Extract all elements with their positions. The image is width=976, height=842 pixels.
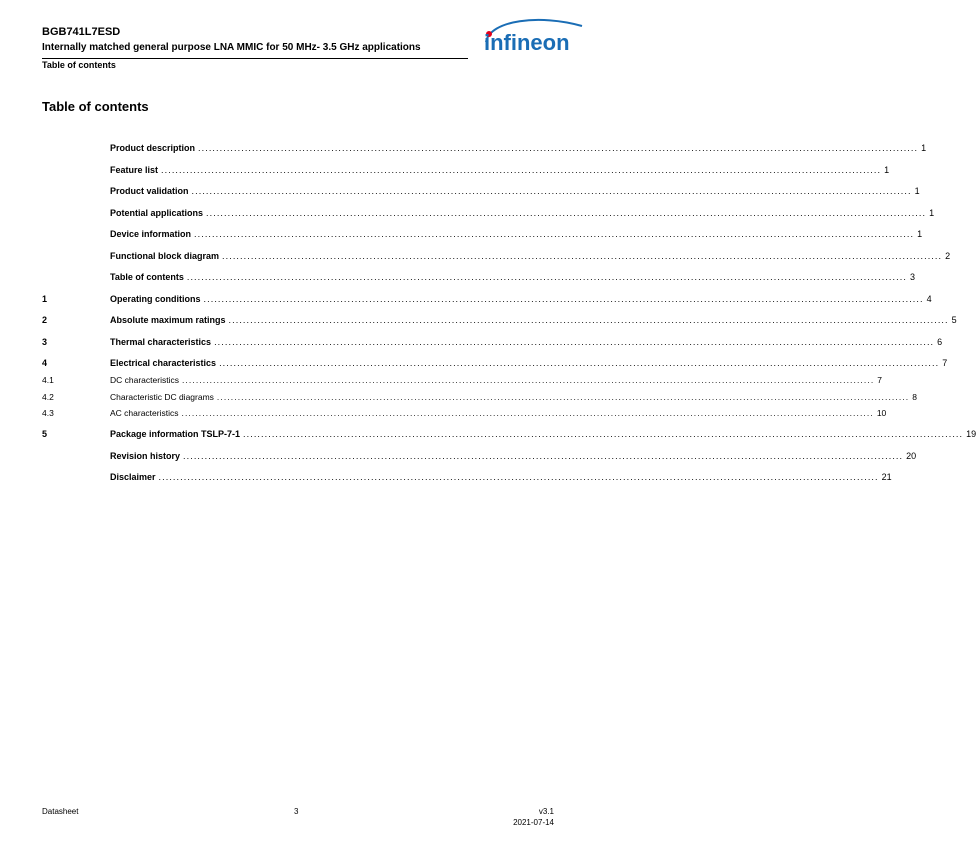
toc-entry-title[interactable]: Package information TSLP-7-1 <box>110 429 241 439</box>
toc-entry-page[interactable]: 7 <box>942 358 948 368</box>
toc-entry-number: 2 <box>42 315 48 325</box>
toc-entry-page[interactable]: 6 <box>937 337 943 347</box>
toc-entry-number: 4.3 <box>42 408 54 418</box>
toc-leader-dots: ........................................................................................................................................................................................................ <box>243 429 964 439</box>
toc-entry-page[interactable]: 7 <box>877 375 883 385</box>
toc-entry[interactable] <box>0 356 948 370</box>
toc-entry-title[interactable]: DC characteristics <box>110 375 179 385</box>
toc-entry[interactable] <box>0 390 917 404</box>
toc-entry-page[interactable]: 4 <box>926 294 932 304</box>
header-section-title: Table of contents <box>42 60 116 70</box>
toc-leader-dots: ........................................................................................................................................................................................................ <box>191 186 912 196</box>
toc-entry-page[interactable]: 1 <box>921 143 927 153</box>
toc-entry-page[interactable]: 19 <box>966 429 976 439</box>
toc-entry-page[interactable]: 1 <box>884 165 890 175</box>
toc-leader-dots: ........................................................................................................................................................................................................ <box>198 143 919 153</box>
toc-entry-page[interactable]: 1 <box>917 229 923 239</box>
toc-entry[interactable] <box>0 249 951 263</box>
footer-version: v3.1 <box>538 807 554 816</box>
toc-leader-dots: ........................................................................................................................................................................................................ <box>222 251 943 261</box>
toc-leader-dots: ........................................................................................................................................................................................................ <box>216 392 910 402</box>
toc-leader-dots: ........................................................................................................................................................................................................ <box>158 472 879 482</box>
toc-entry[interactable] <box>0 470 892 484</box>
toc-entry-page[interactable]: 8 <box>912 392 917 402</box>
toc-entry[interactable] <box>0 270 915 284</box>
infineon-logo <box>480 12 586 60</box>
toc-entry-number: 3 <box>42 337 48 347</box>
toc-entry-title[interactable]: AC characteristics <box>110 408 179 418</box>
toc-entry[interactable] <box>0 427 976 441</box>
toc-entry-title[interactable]: Characteristic DC diagrams <box>110 392 214 402</box>
toc-entry-title[interactable]: Device information <box>110 229 192 239</box>
product-name: BGB741L7ESD <box>42 26 121 38</box>
toc-entry[interactable] <box>0 335 943 349</box>
toc-entry-number: 4.2 <box>42 392 54 402</box>
toc-leader-dots: ........................................................................................................................................................................................................ <box>203 294 924 304</box>
toc-leader-dots: ........................................................................................................................................................................................................ <box>181 408 874 418</box>
footer-date: 2021-07-14 <box>513 818 554 827</box>
toc-entry-title[interactable]: Revision history <box>110 451 181 461</box>
toc-entry-page[interactable]: 5 <box>951 315 957 325</box>
toc-entry-number: 4 <box>42 358 48 368</box>
toc-leader-dots: ........................................................................................................................................................................................................ <box>183 451 904 461</box>
footer-version-block <box>513 806 554 828</box>
footer-doc-type: Datasheet <box>42 807 79 816</box>
toc-entry-number: 1 <box>42 294 48 304</box>
page-header <box>42 26 468 71</box>
toc-entry[interactable] <box>0 406 887 420</box>
toc-entry[interactable] <box>0 449 917 463</box>
toc-entry-title[interactable]: Functional block diagram <box>110 251 220 261</box>
toc-entry[interactable] <box>0 227 923 241</box>
toc-leader-dots: ........................................................................................................................................................................................................ <box>219 358 940 368</box>
toc-leader-dots: ........................................................................................................................................................................................................ <box>186 272 907 282</box>
toc-entry-number: 4.1 <box>42 375 54 385</box>
toc-entry[interactable] <box>0 163 890 177</box>
toc-entry-title[interactable]: Electrical characteristics <box>110 358 217 368</box>
toc-leader-dots: ........................................................................................................................................................................................................ <box>161 165 882 175</box>
toc-heading: Table of contents <box>42 99 149 114</box>
toc-entry-page[interactable]: 21 <box>881 472 892 482</box>
toc-entry[interactable] <box>0 141 927 155</box>
toc-entry-title[interactable]: Product description <box>110 143 196 153</box>
toc-entry-page[interactable]: 1 <box>929 208 935 218</box>
toc-entry-title[interactable]: Table of contents <box>110 272 184 282</box>
toc-entry-title[interactable]: Feature list <box>110 165 159 175</box>
toc-leader-dots: ........................................................................................................................................................................................................ <box>181 375 875 385</box>
toc-entry[interactable] <box>0 206 935 220</box>
toc-entry-page[interactable]: 20 <box>906 451 917 461</box>
toc-entry-page[interactable]: 1 <box>914 186 920 196</box>
toc-entry-title[interactable]: Disclaimer <box>110 472 156 482</box>
toc-entry-title[interactable]: Absolute maximum ratings <box>110 315 226 325</box>
toc-leader-dots: ........................................................................................................................................................................................................ <box>228 315 949 325</box>
toc-entry[interactable] <box>0 373 883 387</box>
toc-leader-dots: ........................................................................................................................................................................................................ <box>194 229 915 239</box>
toc-leader-dots: ........................................................................................................................................................................................................ <box>214 337 935 347</box>
toc-entry[interactable] <box>0 292 932 306</box>
logo-wordmark: infineon <box>484 30 570 55</box>
toc-entry-title[interactable]: Thermal characteristics <box>110 337 212 347</box>
product-subtitle: Internally matched general purpose LNA MMIC for 50 MHz- 3.5 GHz applications <box>42 42 421 53</box>
toc-entry-page[interactable]: 10 <box>876 408 887 418</box>
header-divider <box>42 58 468 59</box>
toc-entry[interactable] <box>0 313 957 327</box>
toc-entry-title[interactable]: Potential applications <box>110 208 204 218</box>
toc-entry-page[interactable]: 3 <box>909 272 915 282</box>
toc-leader-dots: ........................................................................................................................................................................................................ <box>206 208 927 218</box>
footer-page-number: 3 <box>294 807 299 816</box>
toc-entry-title[interactable]: Product validation <box>110 186 189 196</box>
toc-entry-title[interactable]: Operating conditions <box>110 294 201 304</box>
toc-entry-page[interactable]: 2 <box>945 251 951 261</box>
toc-entry[interactable] <box>0 184 920 198</box>
toc-entry-number: 5 <box>42 429 48 439</box>
infineon-logo-icon <box>480 12 586 60</box>
